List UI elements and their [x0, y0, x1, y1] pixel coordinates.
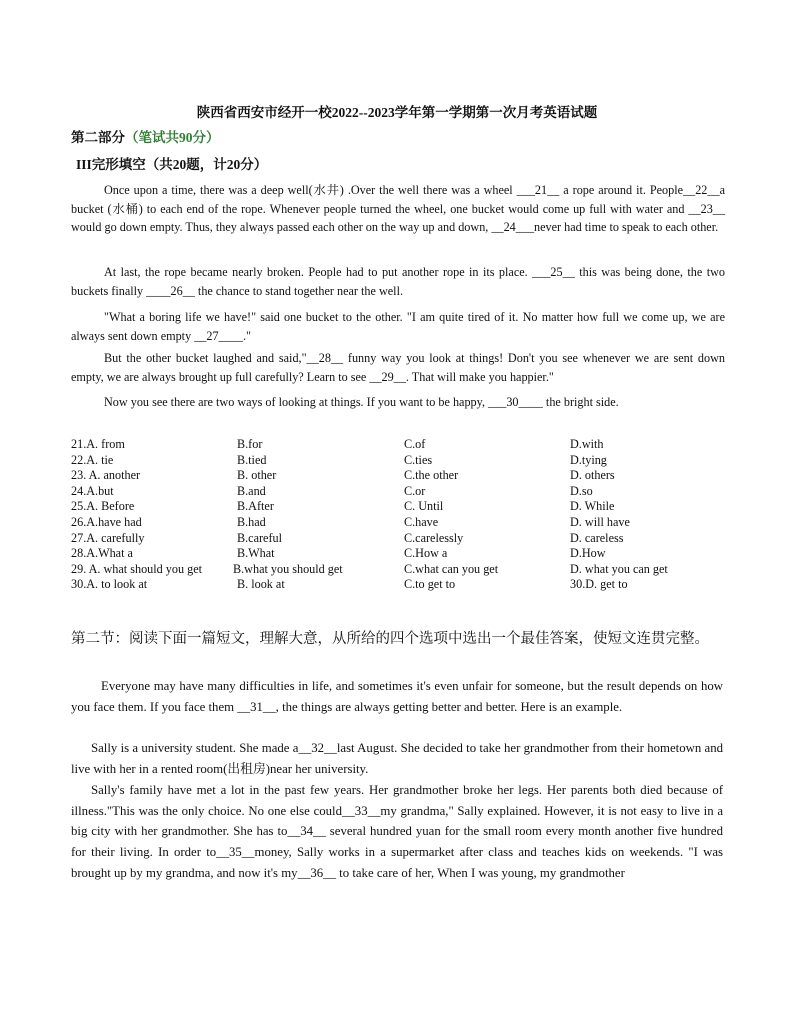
- reading-paragraph-3: Sally's family have met a lot in the past few years. Her grandmother broke her legs. Her parents both died because of illness."This was the only choice. No one else could__33__my grandma," Sally explained. However, it is not easy to live in a big city with her grandmother. She has to__34__ several hundred yuan for the small room every month another five hundred for their living. In order to__35__money, Sally works in a supermarket after class and teaches kids on weekends. "I was brought up by my grandma, and now it's my__36__ to take care of her, When I was young, my grandmother: [71, 783, 723, 880]
- section2-heading: 第二节：阅读下面一篇短文，理解大意，从所给的四个选项中选出一个最佳答案，使短文连贯完整。: [71, 631, 709, 647]
- cloze-paragraph-1: Once upon a time, there was a deep well(水井) .Over the well there was a wheel ___21__ a rope around it. People__22__a bucket (水桶) to each end of the rope. Whenever people turned the wheel, one bucket would come up full with water and __23__ would go down empty. Thus, they always passed each other on the way up and down, __24___never had time to speak to each other.: [71, 183, 725, 235]
- cloze-paragraph-2: At last, the rope became nearly broken. People had to put another rope in its place. ___25__ this was being done, the two buckets finally ____26__ the chance to stand together near the well.: [71, 265, 725, 298]
- reading-paragraph-2: Sally is a university student. She made a__32__last August. She decided to take her grandmother from their hometown and live with her in a rented room(出租房)near her university.: [71, 741, 723, 776]
- option-row: 21.A. from B.for C.of D.with: [71, 437, 604, 451]
- cloze-paragraph-5: Now you see there are two ways of looking at things. If you want to be happy, ___30____ the bright side.: [104, 395, 619, 409]
- part-heading: [71, 126, 220, 146]
- option-row: 23. A. another B. other C.the other D. others: [71, 468, 615, 483]
- options-table: [71, 437, 731, 593]
- part-note: （笔试共90分）: [125, 130, 220, 145]
- cloze-paragraph-3: "What a boring life we have!" said one bucket to the other. "I am quite tired of it. No matter how full we come up, we are always sent down empty __27____.": [71, 310, 725, 343]
- option-row: 27.A. carefully B.careful C.carelessly D. careless: [71, 530, 624, 545]
- page-title: 陕西省西安市经开一校2022--2023学年第一学期第一次月考英语试题: [196, 105, 598, 120]
- option-row: 25.A. Before B.After C. Until D. While: [71, 499, 615, 514]
- cloze-heading: III完形填空（共20题，计20分）: [76, 157, 268, 172]
- option-row: 30.A. to look at B. look at C.to get to 30.D. get to: [71, 577, 628, 592]
- option-row: 24.A.but B.and C.or D.so: [71, 483, 593, 498]
- reading-paragraph-1: Everyone may have many difficulties in life, and sometimes it's even unfair for someone, but the result depends on how you face them. If you face them __31__, the things are always getting better and better. Here is an example.: [71, 679, 723, 714]
- option-row: 28.A.What a B.What C.How a D.How: [71, 546, 606, 561]
- option-row: 22.A. tie B.tied C.ties D.tying: [71, 452, 607, 467]
- cloze-paragraph-4: But the other bucket laughed and said,"__28__ funny way you look at things! Don't you see whenever we are sent down empty, we are always brought up full carefully? Learn to see __29__. That will make you happier.": [71, 351, 725, 384]
- option-row: 26.A.have had B.had C.have D. will have: [71, 514, 630, 529]
- option-row: 29. A. what should you get B.what you should get C.what can you get D. what you can get: [71, 561, 668, 576]
- part-label: 第二部分: [71, 130, 125, 145]
